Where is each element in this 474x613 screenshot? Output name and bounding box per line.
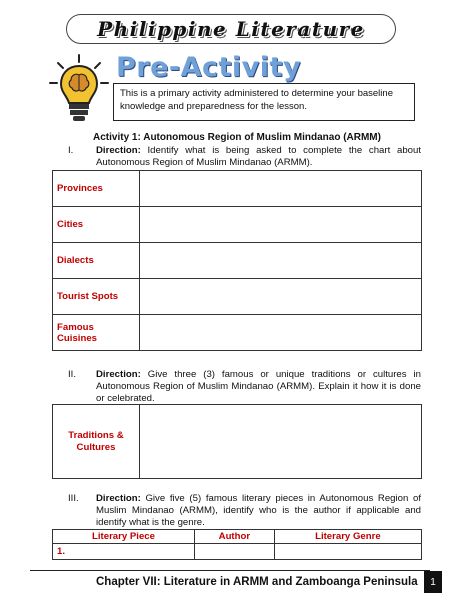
banner-title: Philippine Literature (97, 17, 365, 41)
table-row (53, 279, 422, 315)
table-row (53, 171, 422, 207)
answer-cell[interactable] (140, 405, 422, 479)
table-row (53, 243, 422, 279)
column-header-literary-genre: Literary Genre (274, 530, 421, 544)
column-header-author: Author (194, 530, 274, 544)
footer-divider (30, 570, 430, 571)
title-banner (66, 14, 396, 44)
table-row (53, 315, 422, 351)
traditions-chart (52, 404, 422, 479)
row-label-tourist-spots: Tourist Spots (53, 279, 140, 315)
direction-2-text (96, 369, 421, 405)
intro-box: This is a primary activity administered to determine your baseline knowledge and preparedness for the lesson. (113, 83, 415, 121)
direction-2-body: Give three (3) famous or unique traditions or cultures in Autonomous Region of Muslim Mindanao (ARMM). Explain it how it is done or celebrated. (96, 369, 421, 404)
table-row (53, 207, 422, 243)
direction-3-text (96, 493, 421, 529)
literary-pieces-table (52, 529, 422, 560)
author-cell[interactable] (194, 544, 274, 560)
table-row (53, 405, 422, 479)
direction-1-number: I. (68, 145, 74, 156)
answer-cell[interactable] (140, 207, 422, 243)
direction-2-label: Direction: (96, 369, 141, 380)
row-label-dialects: Dialects (53, 243, 140, 279)
direction-2-number: II. (68, 369, 76, 380)
row-label-famous-cuisines: Famous Cuisines (53, 315, 140, 351)
answer-cell[interactable] (140, 171, 422, 207)
direction-3-number: III. (68, 493, 79, 504)
answer-cell[interactable] (140, 243, 422, 279)
direction-1-label: Direction: (96, 145, 141, 156)
column-header-literary-piece: Literary Piece (53, 530, 195, 544)
page-title: Pre-Activity (116, 52, 302, 83)
genre-cell[interactable] (274, 544, 421, 560)
direction-1-text (96, 145, 421, 169)
row-label-cities: Cities (53, 207, 140, 243)
activity-heading: Activity 1: Autonomous Region of Muslim Mindanao (ARMM) (93, 132, 381, 143)
row-label-traditions: Traditions & Cultures (53, 405, 140, 479)
direction-3-body: Give five (5) famous literary pieces in Autonomous Region of Muslim Mindanao (ARMM), identify who is the author if applicable and identify what is the genre. (96, 493, 421, 528)
footer-chapter-title: Chapter VII: Literature in ARMM and Zamboanga Peninsula (96, 576, 418, 588)
direction-3-label: Direction: (96, 493, 141, 504)
table-header-row (53, 530, 422, 544)
row-label-provinces: Provinces (53, 171, 140, 207)
page-number: 1 (424, 571, 442, 593)
armm-chart (52, 170, 422, 351)
lightbulb-brain-icon (48, 53, 110, 125)
answer-cell[interactable] (140, 279, 422, 315)
direction-1-body: Identify what is being asked to complete the chart about Autonomous Region of Muslim Mindanao (ARMM). (96, 145, 421, 168)
table-row (53, 544, 422, 560)
answer-cell[interactable] (140, 315, 422, 351)
row-number[interactable]: 1. (53, 544, 195, 560)
